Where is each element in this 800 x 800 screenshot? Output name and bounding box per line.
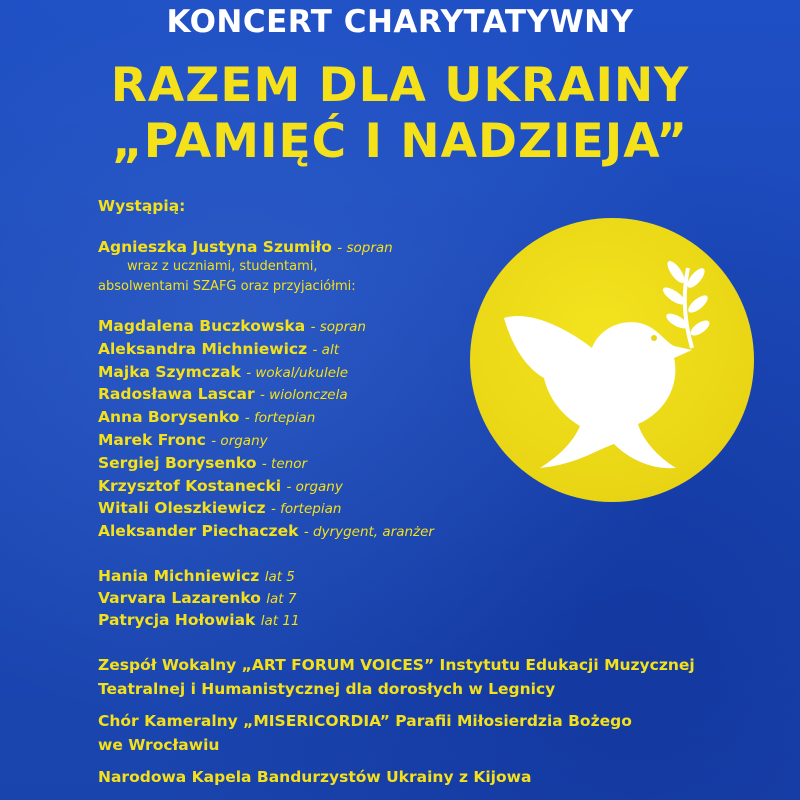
performer-role: - sopran [310, 319, 366, 335]
performer-item [98, 477, 343, 495]
performer-item [98, 385, 348, 403]
child-performer [98, 589, 296, 607]
lead-note-line1: wraz z uczniami, studentami, [127, 259, 318, 274]
ensemble-art-forum-voices [98, 653, 695, 701]
ensemble-misericordia [98, 709, 632, 757]
performer-name: Radosława Lascar [98, 385, 255, 403]
child-name: Hania Michniewicz [98, 567, 260, 585]
performer-name: Magdalena Buczkowska [98, 317, 306, 335]
child-age: lat 11 [260, 613, 300, 629]
performer-item [98, 522, 434, 540]
performer-name: Majka Szymczak [98, 363, 241, 381]
performer-item [98, 431, 268, 449]
ensemble-line: Chór Kameralny „MISERICORDIA” Parafii Miłosierdzia Bożego [98, 712, 632, 730]
performer-name: Marek Fronc [98, 431, 206, 449]
performer-name: Krzysztof Kostanecki [98, 477, 282, 495]
child-performer [98, 611, 300, 629]
performer-role: - organy [211, 433, 268, 449]
performer-role: - fortepian [270, 501, 342, 517]
child-age: lat 7 [266, 591, 297, 607]
lead-note-line2: absolwentami SZAFG oraz przyjaciółmi: [98, 279, 356, 294]
lead-performer [98, 238, 393, 256]
performer-name: Witali Oleszkiewicz [98, 499, 266, 517]
performers-intro: Wystąpią: [98, 197, 186, 215]
dove-eye [651, 335, 657, 341]
performer-item [98, 454, 307, 472]
performer-item [98, 408, 315, 426]
performer-role: - organy [286, 479, 343, 495]
performer-role: - wokal/ukulele [246, 365, 349, 381]
performer-role: - alt [312, 342, 339, 358]
performer-item [98, 363, 348, 381]
performer-name: Anna Borysenko [98, 408, 240, 426]
performer-name: Aleksandra Michniewicz [98, 340, 308, 358]
ensemble-line: Narodowa Kapela Bandurzystów Ukrainy z Kijowa [98, 768, 532, 786]
performer-role: - dyrygent, aranżer [303, 524, 434, 540]
performer-name: Sergiej Borysenko [98, 454, 257, 472]
dove-with-olive-branch-icon [470, 218, 754, 502]
event-type-heading: KONCERT CHARYTATYWNY [166, 4, 634, 40]
performer-role: - fortepian [244, 410, 316, 426]
lead-performer-name: Agnieszka Justyna Szumiło [98, 238, 332, 256]
child-performer [98, 567, 295, 585]
performer-name: Aleksander Piechaczek [98, 522, 299, 540]
event-subtitle: „PAMIĘĆ I NADZIEJA” [111, 114, 689, 169]
child-age: lat 5 [264, 569, 295, 585]
ensemble-bandura-chapel [98, 765, 531, 789]
ensemble-line: Zespół Wokalny „ART FORUM VOICES” Instytutu Edukacji Muzycznej [98, 656, 695, 674]
ensemble-line: Teatralnej i Humanistycznej dla dorosłych w Legnicy [98, 680, 556, 698]
event-title: RAZEM DLA UKRAINY [110, 58, 690, 113]
performer-role: - wiolonczela [260, 387, 348, 403]
ensemble-line: we Wrocławiu [98, 736, 220, 754]
performer-item [98, 340, 339, 358]
performer-item [98, 317, 366, 335]
lead-performer-role: - sopran [337, 240, 393, 256]
child-name: Varvara Lazarenko [98, 589, 261, 607]
child-name: Patrycja Hołowiak [98, 611, 256, 629]
performer-role: - tenor [261, 456, 308, 472]
performer-item [98, 499, 341, 517]
